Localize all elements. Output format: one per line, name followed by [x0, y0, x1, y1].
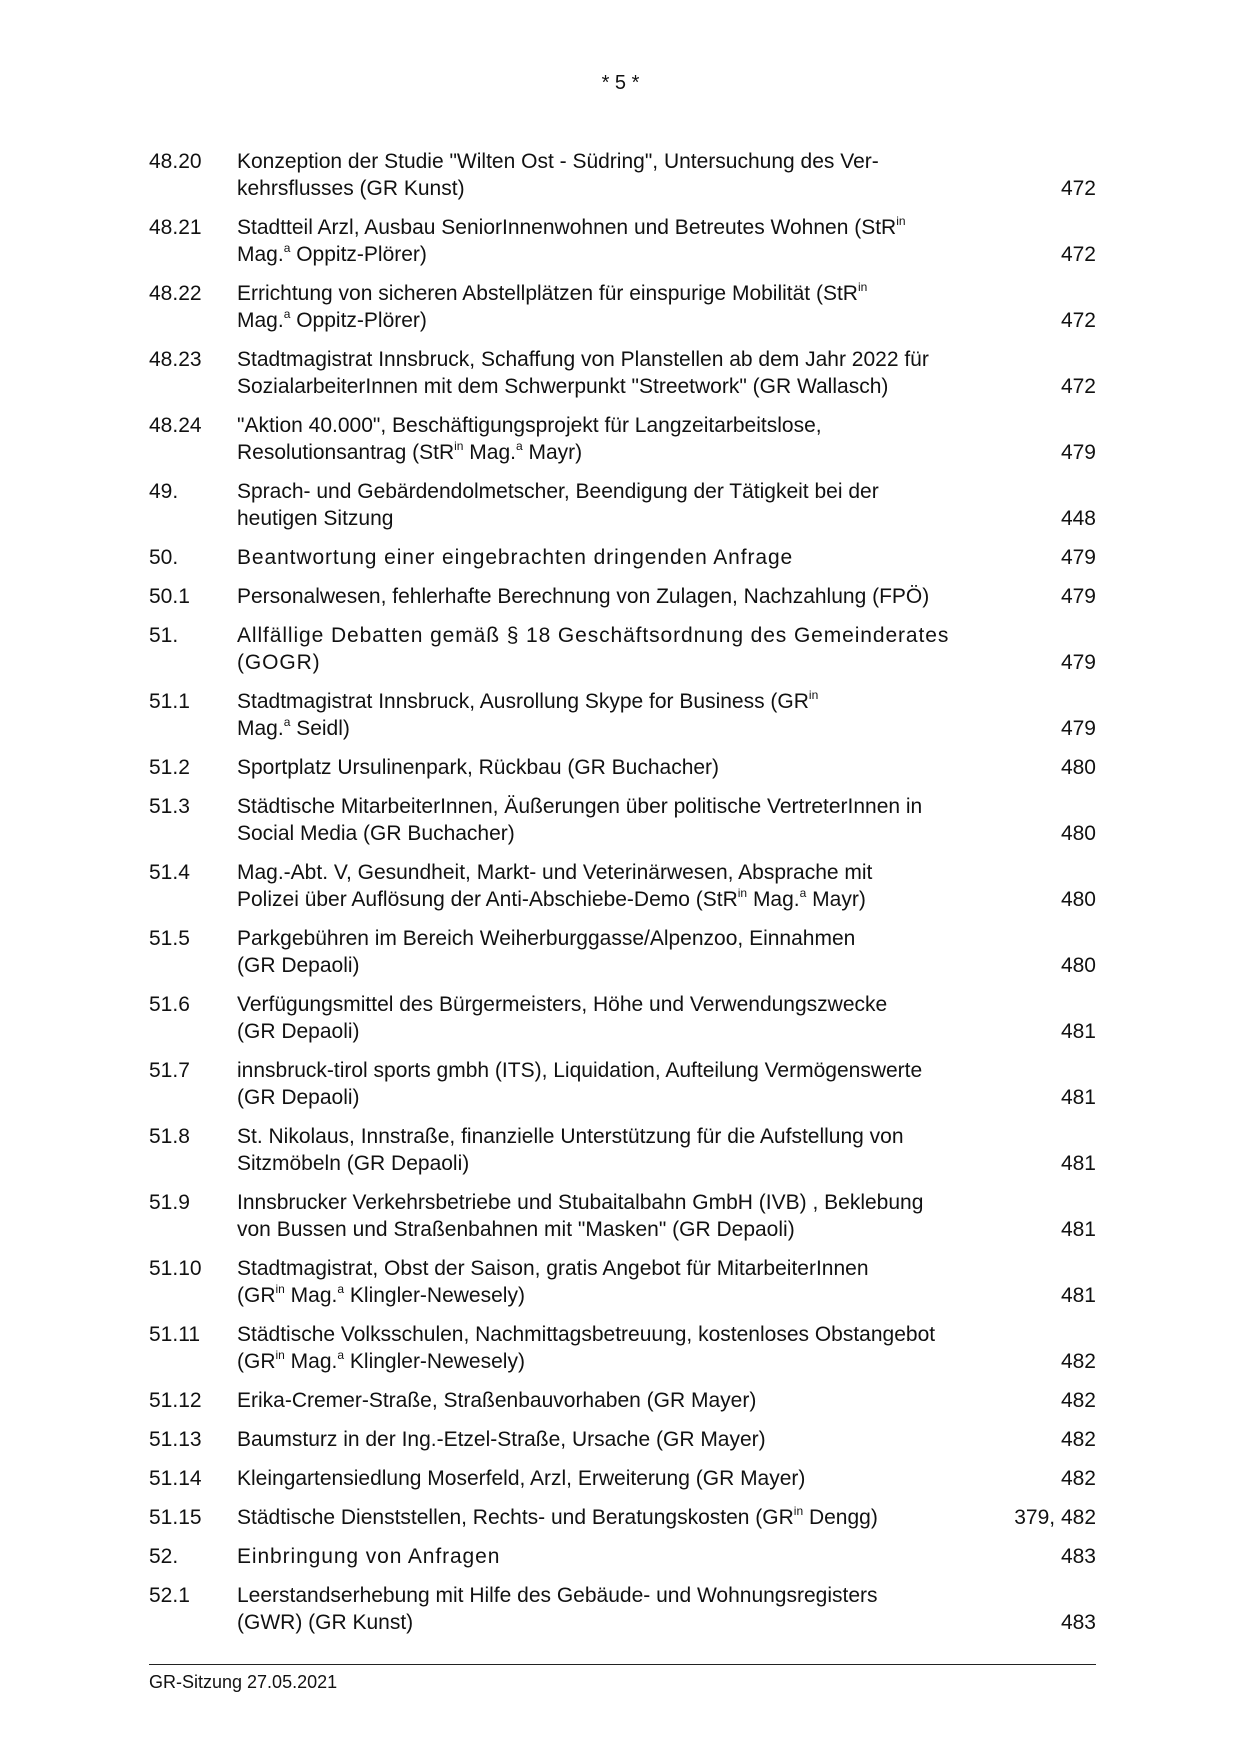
toc-entry-number: 51.11	[149, 1323, 200, 1346]
toc-entry-title-line: ($GR^{in}$ Mag.$^a$ Klingler-Newesely)	[237, 1282, 525, 1307]
toc-entry-number: 51.	[149, 624, 179, 647]
footer-session-date: GR-Sitzung 27.05.2021	[149, 1672, 338, 1692]
toc-entry-title-line: Baumsturz in der Ing.-Etzel-Straße, Ursache (GR Mayer)	[237, 1428, 766, 1451]
toc-entry	[149, 793, 1096, 847]
toc-entry-number: 50.	[149, 546, 179, 569]
toc-entry-title-line: Leerstandserhebung mit Hilfe des Gebäude- und Wohnungsregisters	[237, 1584, 878, 1607]
table-of-contents	[149, 148, 1096, 1648]
toc-entry-pages: 479	[1060, 651, 1096, 674]
toc-entry-number: 51.12	[149, 1389, 202, 1412]
toc-entry-number: 51.1	[149, 690, 190, 713]
toc-entry-pages: 482	[1060, 1428, 1096, 1451]
toc-entry-title	[237, 688, 1046, 742]
toc-entry-number: 51.8	[149, 1125, 190, 1148]
toc-entry-pages: 481	[1060, 1086, 1096, 1109]
toc-entry-title	[237, 1465, 1046, 1492]
toc-entry-title-line: Beantwortung einer eingebrachten dringenden Anfrage	[237, 546, 794, 569]
toc-entry-number: 51.13	[149, 1428, 202, 1451]
toc-entry-title-line: (GOGR)	[237, 651, 321, 674]
toc-entry-title	[237, 1321, 1046, 1375]
toc-entry-title	[237, 412, 1046, 466]
toc-entry-title-line: innsbruck-tirol sports gmbh (ITS), Liquidation, Aufteilung Vermögenswerte	[237, 1059, 923, 1082]
toc-entry-title-line: Polizei über Auflösung der Anti-Abschiebe-Demo (StR$^{in}$ Mag.$^a$ Mayr)	[237, 886, 866, 911]
toc-entry-title-line: Social Media (GR Buchacher)	[237, 822, 515, 845]
toc-entry-pages: 481	[1060, 1152, 1096, 1175]
toc-entry-number: 52.	[149, 1545, 179, 1568]
toc-entry	[149, 1189, 1096, 1243]
toc-entry-title-line: Kleingartensiedlung Moserfeld, Arzl, Erweiterung (GR Mayer)	[237, 1467, 806, 1490]
toc-entry	[149, 622, 1096, 676]
toc-entry-title	[237, 544, 1046, 571]
toc-entry-title-line: SozialarbeiterInnen mit dem Schwerpunkt "Streetwork" (GR Wallasch)	[237, 375, 889, 398]
page-number: * 5 *	[601, 72, 640, 94]
toc-entry-pages: 479	[1060, 717, 1096, 740]
toc-entry-pages: 483	[1060, 1611, 1096, 1634]
toc-entry-pages: 472	[1060, 177, 1096, 200]
toc-entry-number: 51.14	[149, 1467, 202, 1490]
toc-entry-title-line: Verfügungsmittel des Bürgermeisters, Höhe und Verwendungszwecke	[237, 993, 888, 1016]
toc-entry-title-line: Stadtmagistrat, Obst der Saison, gratis Angebot für MitarbeiterInnen	[237, 1257, 869, 1280]
toc-entry-title-line: Stadtmagistrat Innsbruck, Schaffung von Planstellen ab dem Jahr 2022 für	[237, 348, 929, 371]
toc-entry	[149, 688, 1096, 742]
toc-entry	[149, 478, 1096, 532]
toc-entry-title-line: Städtische Dienststellen, Rechts- und Beratungskosten ($GR^{in}$ Dengg)	[237, 1504, 878, 1529]
toc-entry	[149, 1321, 1096, 1375]
toc-entry	[149, 1504, 1096, 1531]
toc-entry	[149, 148, 1096, 202]
toc-entry-title-line: St. Nikolaus, Innstraße, finanzielle Unterstützung für die Aufstellung von	[237, 1125, 904, 1148]
toc-entry-pages: 379, 482	[1014, 1506, 1096, 1529]
toc-entry-number: 51.6	[149, 993, 190, 1016]
toc-entry-title	[237, 148, 1046, 202]
toc-entry	[149, 1057, 1096, 1111]
toc-entry	[149, 1123, 1096, 1177]
toc-entry-pages: 482	[1060, 1389, 1096, 1412]
toc-entry-title-line: Erika-Cremer-Straße, Straßenbauvorhaben (GR Mayer)	[237, 1389, 757, 1412]
toc-entry-pages: 472	[1060, 243, 1096, 266]
toc-entry	[149, 412, 1096, 466]
toc-entry-title	[237, 622, 1046, 676]
toc-entry-title	[237, 925, 1046, 979]
toc-entry-title-line: Städtische Volksschulen, Nachmittagsbetreuung, kostenloses Obstangebot	[237, 1323, 936, 1346]
toc-entry-title-line: (GR Depaoli)	[237, 1086, 360, 1109]
toc-entry-number: 48.23	[149, 348, 202, 371]
toc-entry-pages: 481	[1060, 1284, 1096, 1307]
toc-entry-title-line: Stadtmagistrat Innsbruck, Ausrollung Skype for Business ($GR^{in}$	[237, 688, 819, 713]
toc-entry-title-line: (GWR) (GR Kunst)	[237, 1611, 414, 1634]
footer-divider	[149, 1664, 1096, 1665]
toc-entry-pages: 480	[1060, 888, 1096, 911]
toc-entry	[149, 754, 1096, 781]
toc-entry-pages: 482	[1060, 1350, 1096, 1373]
toc-entry-title-line: (GR Depaoli)	[237, 1020, 360, 1043]
toc-entry-number: 51.5	[149, 927, 190, 950]
toc-entry-title-line: Personalwesen, fehlerhafte Berechnung von Zulagen, Nachzahlung (FPÖ)	[237, 585, 930, 608]
toc-entry	[149, 1387, 1096, 1414]
toc-entry-pages: 479	[1060, 441, 1096, 464]
toc-entry	[149, 1465, 1096, 1492]
toc-entry	[149, 1543, 1096, 1570]
toc-entry-pages: 472	[1060, 309, 1096, 332]
toc-entry-title	[237, 1543, 1046, 1570]
toc-entry-title-line: Städtische MitarbeiterInnen, Äußerungen über politische VertreterInnen in	[237, 795, 923, 818]
toc-entry-number: 51.4	[149, 861, 190, 884]
toc-entry-title-line: Einbringung von Anfragen	[237, 1545, 501, 1568]
toc-entry-pages: 448	[1060, 507, 1096, 530]
toc-entry-number: 51.15	[149, 1506, 202, 1529]
toc-entry-title-line: Sitzmöbeln (GR Depaoli)	[237, 1152, 470, 1175]
toc-entry-title	[237, 478, 1046, 532]
toc-entry	[149, 991, 1096, 1045]
toc-entry-pages: 482	[1060, 1467, 1096, 1490]
toc-entry-title-line: kehrsflusses (GR Kunst)	[237, 177, 465, 200]
toc-entry-pages: 480	[1060, 756, 1096, 779]
toc-entry-number: 51.3	[149, 795, 190, 818]
toc-entry	[149, 280, 1096, 334]
toc-entry-pages: 472	[1060, 375, 1096, 398]
toc-entry-title-line: von Bussen und Straßenbahnen mit "Masken" (GR Depaoli)	[237, 1218, 795, 1241]
toc-entry-title	[237, 1255, 1046, 1309]
toc-entry-pages: 480	[1060, 954, 1096, 977]
toc-entry-pages: 480	[1060, 822, 1096, 845]
toc-entry-title-line: Errichtung von sicheren Abstellplätzen für einspurige Mobilität (StR$^{in}$	[237, 280, 868, 305]
toc-entry	[149, 1426, 1096, 1453]
toc-entry-number: 49.	[149, 480, 179, 503]
toc-entry-title	[237, 754, 1046, 781]
toc-entry-title	[237, 1426, 1046, 1453]
toc-entry-title	[237, 583, 1046, 610]
toc-entry-title	[237, 280, 1046, 334]
toc-entry	[149, 214, 1096, 268]
toc-entry-title	[237, 1387, 1046, 1414]
toc-entry-number: 51.2	[149, 756, 190, 779]
toc-entry	[149, 925, 1096, 979]
toc-entry	[149, 1582, 1096, 1636]
toc-entry-title-line: Resolutionsantrag (StR$^{in}$ Mag.$^a$ Mayr)	[237, 439, 583, 464]
toc-entry-title-line: Parkgebühren im Bereich Weiherburggasse/Alpenzoo, Einnahmen	[237, 927, 856, 950]
toc-entry-pages: 481	[1060, 1020, 1096, 1043]
toc-entry-title-line: heutigen Sitzung	[237, 507, 394, 530]
toc-entry-number: 48.22	[149, 282, 202, 305]
toc-entry-title	[237, 214, 1046, 268]
toc-entry-number: 48.21	[149, 216, 202, 239]
toc-entry-title-line: Stadtteil Arzl, Ausbau SeniorInnenwohnen und Betreutes Wohnen (StR$^{in}$	[237, 214, 906, 239]
toc-entry	[149, 583, 1096, 610]
toc-entry-title-line: Sportplatz Ursulinenpark, Rückbau (GR Buchacher)	[237, 756, 720, 779]
toc-entry-title-line: Mag.$^a$ Oppitz-Plörer)	[237, 241, 427, 266]
toc-entry	[149, 346, 1096, 400]
toc-entry-pages: 479	[1060, 585, 1096, 608]
toc-entry-title-line: "Aktion 40.000", Beschäftigungsprojekt für Langzeitarbeitslose,	[237, 414, 822, 437]
toc-entry-title-line: Konzeption der Studie "Wilten Ost - Südring", Untersuchung des Ver-	[237, 150, 879, 173]
toc-entry-number: 48.20	[149, 150, 202, 173]
toc-entry-title-line: (GR Depaoli)	[237, 954, 360, 977]
toc-entry-title-line: Sprach- und Gebärdendolmetscher, Beendigung der Tätigkeit bei der	[237, 480, 879, 503]
toc-entry-title	[237, 1123, 1046, 1177]
toc-entry-number: 48.24	[149, 414, 202, 437]
toc-entry-title-line: Mag.$^a$ Seidl)	[237, 715, 350, 740]
toc-entry	[149, 544, 1096, 571]
toc-entry-number: 51.10	[149, 1257, 202, 1280]
toc-entry-title-line: Allfällige Debatten gemäß § 18 Geschäftsordnung des Gemeinderates	[237, 624, 950, 647]
toc-entry-number: 51.9	[149, 1191, 190, 1214]
toc-entry-title	[237, 1057, 1046, 1111]
toc-entry-title	[237, 859, 1046, 913]
toc-entry-title-line: Mag.$^a$ Oppitz-Plörer)	[237, 307, 427, 332]
toc-entry-title	[237, 793, 1046, 847]
toc-entry-title	[237, 1189, 1046, 1243]
toc-entry-title-line: ($GR^{in}$ Mag.$^a$ Klingler-Newesely)	[237, 1348, 525, 1373]
toc-entry-title	[237, 1582, 1046, 1636]
toc-entry-pages: 481	[1060, 1218, 1096, 1241]
toc-entry-title	[237, 1504, 1014, 1531]
toc-entry	[149, 859, 1096, 913]
toc-entry-pages: 479	[1060, 546, 1096, 569]
toc-entry-title-line: Mag.-Abt. V, Gesundheit, Markt- und Veterinärwesen, Absprache mit	[237, 861, 873, 884]
toc-entry-title	[237, 346, 1046, 400]
toc-entry-pages: 483	[1060, 1545, 1096, 1568]
toc-entry-title	[237, 991, 1046, 1045]
toc-entry-number: 52.1	[149, 1584, 190, 1607]
toc-entry	[149, 1255, 1096, 1309]
toc-entry-number: 50.1	[149, 585, 190, 608]
toc-entry-title-line: Innsbrucker Verkehrsbetriebe und Stubaitalbahn GmbH (IVB) , Beklebung	[237, 1191, 924, 1214]
toc-entry-number: 51.7	[149, 1059, 190, 1082]
